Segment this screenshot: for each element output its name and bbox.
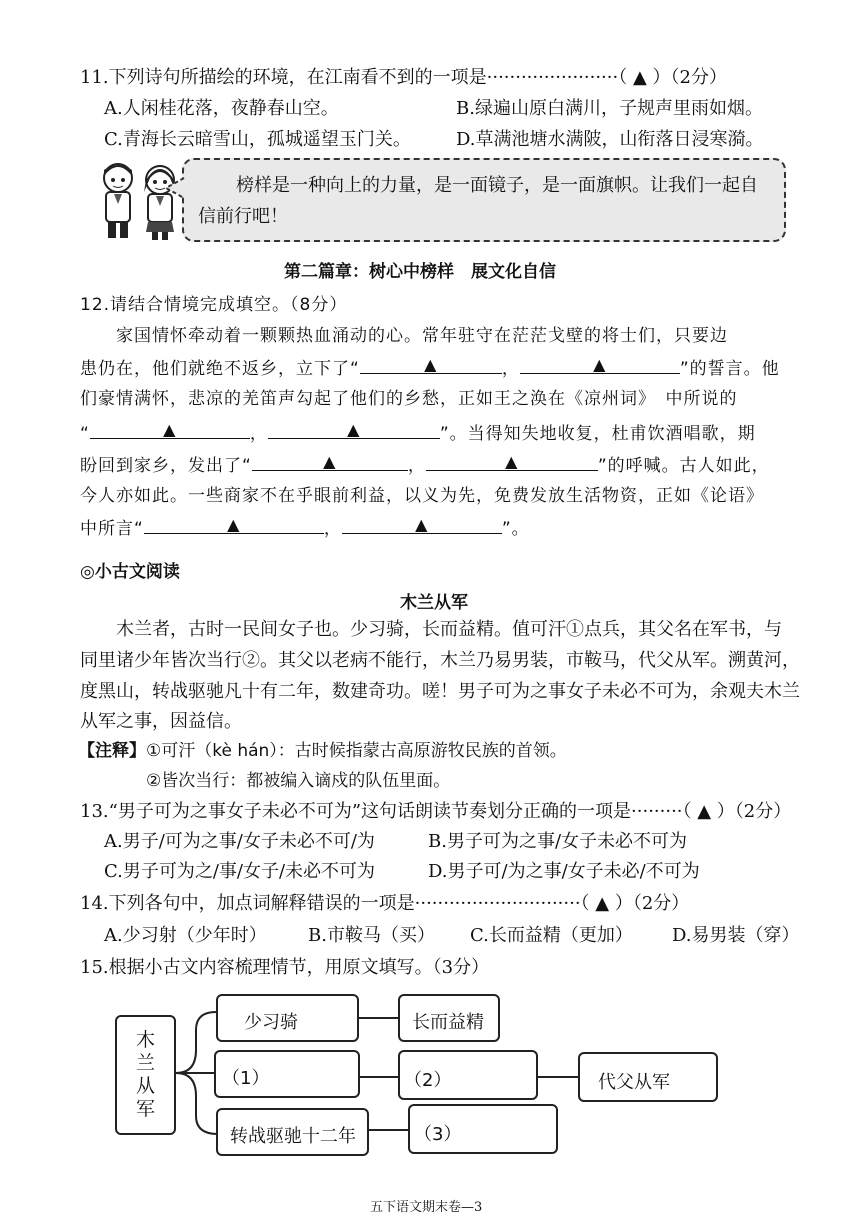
q12-line6: 今人亦如此。一些商家不在乎眼前利益，以义为先，免费发放生活物资，正如《论语》 bbox=[80, 486, 764, 506]
q12-line5-text-a: 盼回到家乡，发出了“ bbox=[80, 456, 252, 476]
q12-blank-5[interactable] bbox=[252, 452, 408, 471]
diagram-node-blank-2-label: （2） bbox=[404, 1070, 452, 1091]
blank-marker: ▲ bbox=[505, 452, 519, 471]
q12-line7-comma: ， bbox=[323, 519, 342, 539]
reading-line3: 度黑山，转战驱驰凡十有二年，数建奇功。嗟！男子可为之事女子未必不可为，余观夫木兰 bbox=[80, 681, 800, 702]
blank-marker: ▲ bbox=[347, 420, 361, 439]
diagram-node-r2c bbox=[578, 1052, 718, 1102]
q12-stem: 12.请结合情境完成填空。（8分） bbox=[80, 295, 348, 315]
reading-section-title: ◎小古文阅读 bbox=[80, 562, 180, 582]
diagram-node-r1b bbox=[398, 994, 500, 1042]
diagram-node-r1a-label: 少习骑 bbox=[244, 1012, 298, 1033]
notes-line1 bbox=[78, 739, 567, 763]
q13-option-a: A.男子/可为之事/女子未必不可/为 bbox=[104, 831, 375, 852]
motto-bubble bbox=[182, 158, 786, 242]
bubble-text-line1: 榜样是一种向上的力量，是一面镜子，是一面旗帜。让我们一起自 bbox=[236, 175, 758, 196]
q11-stem: 11.下列诗句所描绘的环境，在江南看不到的一项是·······················（ ▲ ）（2分） bbox=[80, 67, 727, 88]
diagram-node-blank-1-label: （1） bbox=[222, 1068, 270, 1089]
q12-line2-text-c: ”的誓言。他 bbox=[679, 359, 780, 379]
q12-line5-text-c: ”的呼喊。古人如此， bbox=[597, 456, 770, 476]
q13-option-b: B.男子可为之事/女子未必不可为 bbox=[428, 831, 688, 852]
diagram-root-box bbox=[115, 1015, 176, 1135]
q14-option-a: A.少习射（少年时） bbox=[104, 925, 267, 946]
blank-marker: ▲ bbox=[163, 420, 177, 439]
q13-option-c: C.男子可为之/事/女子/未必不可为 bbox=[104, 861, 376, 882]
diagram-node-r1b-label: 长而益精 bbox=[412, 1012, 484, 1033]
q12-line2 bbox=[80, 355, 780, 381]
diagram-node-r3a-label: 转战驱驰十二年 bbox=[230, 1126, 356, 1147]
q11-option-d: D.草满池塘水满陂，山衔落日浸寒漪。 bbox=[456, 129, 764, 150]
diagram-node-blank-3[interactable] bbox=[408, 1104, 558, 1154]
q14-stem: 14.下列各句中，加点词解释错误的一项是·····························（ ▲ ）（2分） bbox=[80, 893, 690, 914]
q12-line5-comma: ， bbox=[407, 456, 426, 476]
note-1: ①可汗（kè hán）：古时候指蒙古高原游牧民族的首领。 bbox=[146, 741, 567, 761]
q14-option-b: B.市鞍马（买） bbox=[308, 925, 435, 946]
students-illustration bbox=[96, 158, 184, 242]
q12-blank-2[interactable] bbox=[520, 355, 680, 374]
q14-option-c: C.长而益精（更加） bbox=[470, 925, 633, 946]
q12-blank-7[interactable] bbox=[144, 515, 324, 534]
q11-option-c: C.青海长云暗雪山，孤城遥望玉门关。 bbox=[104, 129, 411, 150]
q12-line4-text-c: ”。当得知失地收复，杜甫饮酒唱歌，期 bbox=[439, 424, 756, 444]
blank-marker: ▲ bbox=[323, 452, 337, 471]
q11-option-b: B.绿遍山原白满川，子规声里雨如烟。 bbox=[456, 98, 763, 119]
bubble-tail bbox=[164, 176, 186, 200]
q12-line4-comma: ， bbox=[249, 424, 268, 444]
blank-marker: ▲ bbox=[227, 515, 241, 534]
diagram-node-r3a bbox=[216, 1108, 369, 1156]
note-2: ②皆次当行：都被编入谪戍的队伍里面。 bbox=[146, 771, 451, 791]
q12-line5 bbox=[80, 452, 770, 478]
page-footer: 五下语文期末卷—3 bbox=[370, 1200, 483, 1215]
q14-option-d: D.易男装（穿） bbox=[672, 925, 800, 946]
q11-option-a: A.人闲桂花落，夜静春山空。 bbox=[104, 98, 339, 119]
diagram-node-r2c-label: 代父从军 bbox=[598, 1072, 670, 1093]
diagram-node-blank-3-label: （3） bbox=[414, 1124, 462, 1145]
q12-blank-8[interactable] bbox=[342, 515, 502, 534]
q15-stem: 15.根据小古文内容梳理情节，用原文填写。（3分） bbox=[80, 957, 490, 978]
reading-line4: 从军之事，因益信。 bbox=[80, 711, 242, 732]
q12-line1: 家国情怀牵动着一颗颗热血涌动的心。常年驻守在茫茫戈壁的将士们，只要边 bbox=[116, 326, 728, 346]
reading-line2: 同里诸少年皆次当行②。其父以老病不能行，木兰乃易男装，市鞍马，代父从军。溯黄河， bbox=[80, 650, 800, 671]
q12-line7-text-a: 中所言“ bbox=[80, 519, 144, 539]
chapter-title: 第二篇章：树心中榜样 展文化自信 bbox=[284, 262, 556, 282]
diagram-root-label: 木兰从军 bbox=[135, 1029, 155, 1120]
q13-stem: 13.“男子可为之事女子未必不可为”这句话朗读节奏划分正确的一项是·········（ ▲ ）（2分） bbox=[80, 801, 792, 822]
q12-blank-1[interactable] bbox=[360, 355, 502, 374]
q12-line3: 们豪情满怀，悲凉的羌笛声勾起了他们的乡愁，正如王之涣在《凉州词》 中所说的 bbox=[80, 389, 738, 409]
q12-line7 bbox=[80, 515, 530, 541]
blank-marker: ▲ bbox=[415, 515, 429, 534]
q13-option-d: D.男子可/为之事/女子未必/不可为 bbox=[428, 861, 700, 882]
diagram-node-blank-1[interactable] bbox=[214, 1050, 360, 1098]
q12-line2-text-a: 患仍在，他们就绝不返乡，立下了“ bbox=[80, 359, 360, 379]
q12-blank-6[interactable] bbox=[426, 452, 598, 471]
bubble-text-line2: 信前行吧！ bbox=[198, 206, 288, 227]
blank-marker: ▲ bbox=[424, 355, 438, 374]
q12-line4 bbox=[80, 420, 756, 446]
q12-blank-3[interactable] bbox=[90, 420, 250, 439]
blank-marker: ▲ bbox=[593, 355, 607, 374]
diagram-node-r1a bbox=[216, 994, 359, 1042]
reading-title: 木兰从军 bbox=[400, 593, 468, 613]
notes-label: 【注释】 bbox=[78, 741, 146, 761]
q12-line4-quote: “ bbox=[80, 424, 90, 444]
student-left bbox=[104, 164, 132, 238]
q12-blank-4[interactable] bbox=[268, 420, 440, 439]
reading-line1: 木兰者，古时一民间女子也。少习骑，长而益精。值可汗①点兵，其父名在军书，与 bbox=[116, 619, 782, 640]
diagram-node-blank-2[interactable] bbox=[398, 1050, 538, 1100]
q12-line2-comma: ， bbox=[501, 359, 520, 379]
q12-line7-text-c: ”。 bbox=[501, 519, 530, 539]
